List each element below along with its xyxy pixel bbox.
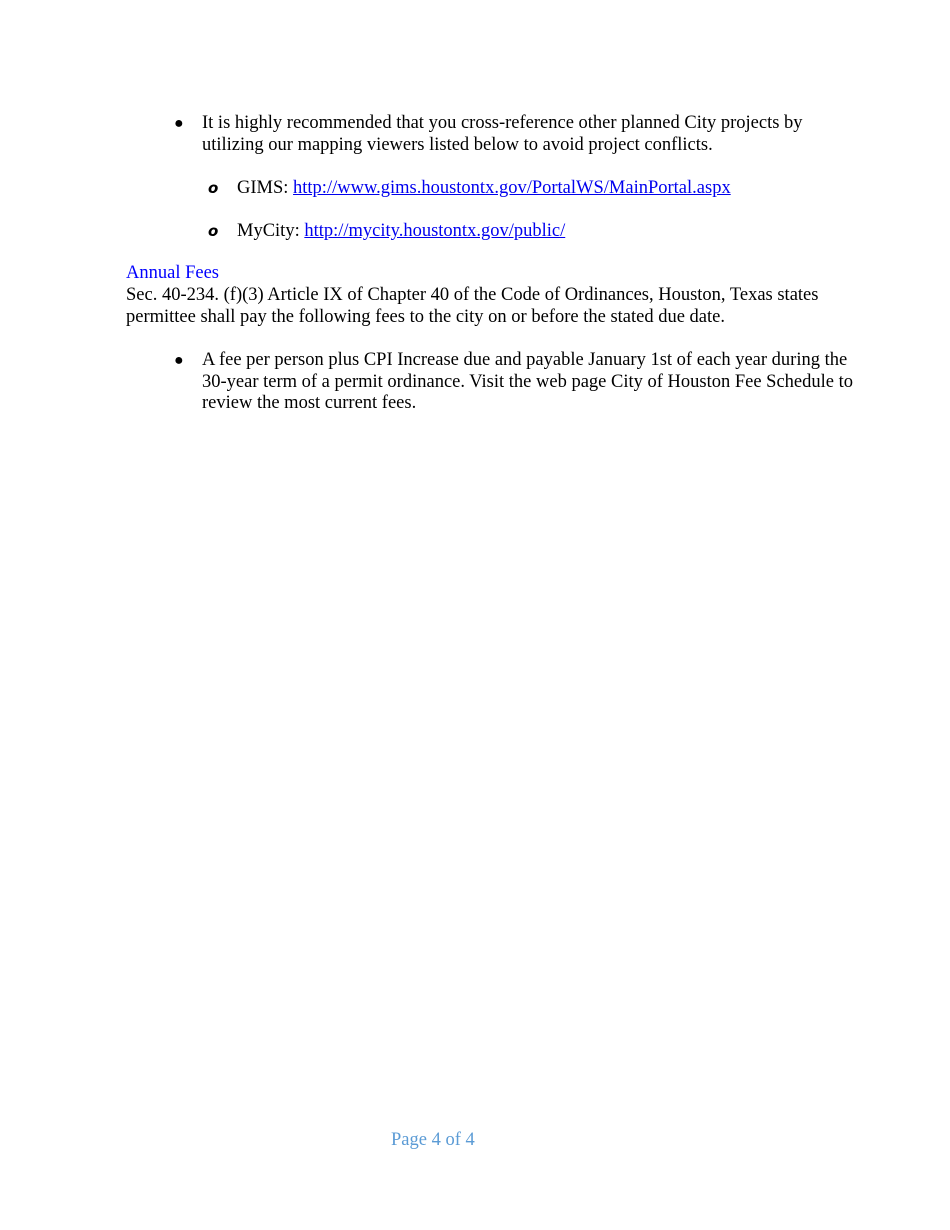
bullet-icon: ●	[174, 352, 184, 369]
bullet-text: A fee per person plus CPI Increase due and payable January 1st of each year during the 30-year term of a permit ordinance. Visit the web page City of Houston Fee Schedule to review the most current fees.	[202, 350, 854, 413]
circle-bullet-icon: o	[208, 222, 219, 240]
gims-link[interactable]: http://www.gims.houstontx.gov/PortalWS/MainPortal.aspx	[293, 178, 731, 198]
sub-list-item-gims	[237, 178, 731, 200]
page-number: Page 4 of 4	[391, 1130, 475, 1150]
circle-bullet-icon: o	[208, 179, 219, 197]
mycity-label: MyCity:	[237, 221, 305, 241]
list-item	[126, 350, 866, 416]
bullet-text: It is highly recommended that you cross-reference other planned City projects by utilizing our mapping viewers listed below to avoid project conflicts.	[202, 113, 803, 155]
sub-list-item-mycity	[237, 221, 565, 243]
list-item	[126, 113, 866, 157]
annual-fees-heading: Annual Fees	[126, 263, 219, 283]
mycity-link[interactable]: http://mycity.houstontx.gov/public/	[304, 221, 566, 241]
gims-label: GIMS:	[237, 178, 294, 198]
bullet-icon: ●	[174, 115, 184, 132]
annual-fees-paragraph: Sec. 40-234. (f)(3) Article IX of Chapter 40 of the Code of Ordinances, Houston, Texas states permittee shall pay the following fees to the city on or before the stated due date.	[126, 285, 819, 327]
